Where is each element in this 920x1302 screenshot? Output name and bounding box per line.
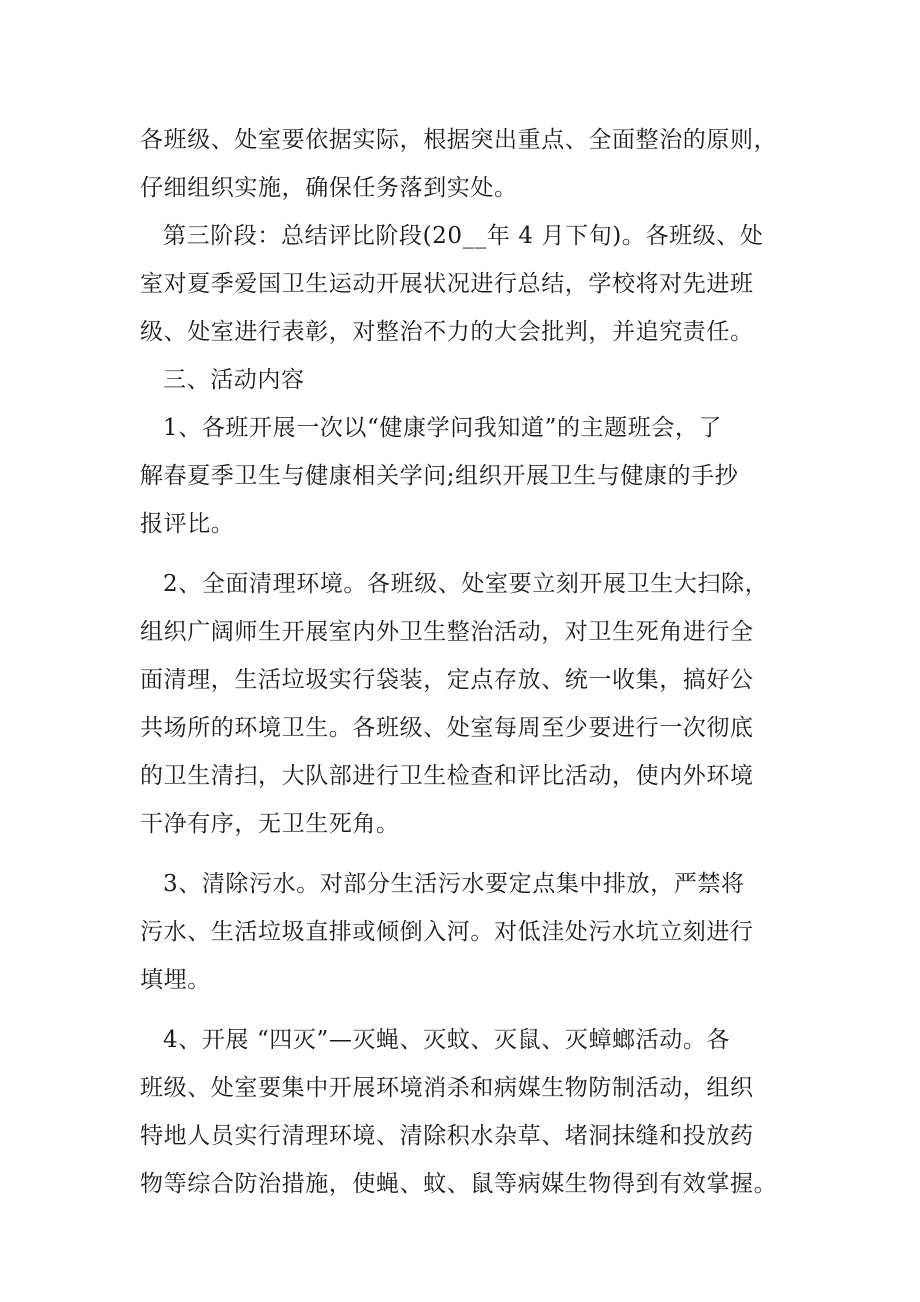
text-line: 级、处室进行表彰，对整治不力的大会批判，并追究责任。 bbox=[140, 319, 754, 345]
paragraph-gap bbox=[140, 548, 800, 560]
paragraph-gap bbox=[140, 1004, 800, 1016]
text-line: 4、开展 “四灭”—灭蝇、灭蚊、灭鼠、灭蟑螂活动。各 bbox=[163, 1027, 731, 1053]
text-line: 干净有序，无卫生死角。 bbox=[140, 811, 400, 837]
text-line: 组织广阔师生开展室内外卫生整治活动，对卫生死角进行全 bbox=[140, 619, 754, 645]
text-line: 第三阶段：总结评比阶段(20__年 4 月下旬)。各班级、处 bbox=[163, 223, 764, 249]
text-line: 班级、处室要集中开展环境消杀和病媒生物防制活动，组织 bbox=[140, 1075, 754, 1101]
text-line: 2、全面清理环境。各班级、处室要立刻开展卫生大扫除， bbox=[163, 571, 769, 597]
section-heading: 三、活动内容 bbox=[163, 367, 305, 393]
text-line: 仔细组织实施，确保任务落到实处。 bbox=[140, 175, 518, 201]
text-line: 解春夏季卫生与健康相关学问;组织开展卫生与健康的手抄 bbox=[140, 463, 739, 489]
text-line: 填埋。 bbox=[140, 967, 211, 993]
text-line: 报评比。 bbox=[140, 511, 235, 537]
text-line: 共场所的环境卫生。各班级、处室每周至少要进行一次彻底 bbox=[140, 715, 754, 741]
text-line: 的卫生清扫，大队部进行卫生检查和评比活动，使内外环境 bbox=[140, 763, 754, 789]
text-line: 物等综合防治措施，使蝇、蚊、鼠等病媒生物得到有效掌握。 bbox=[140, 1171, 778, 1197]
text-line: 1、各班开展一次以“健康学问我知道”的主题班会，了 bbox=[163, 415, 723, 441]
text-line: 特地人员实行清理环境、清除积水杂草、堵洞抹缝和投放药 bbox=[140, 1123, 754, 1149]
text-line: 3、清除污水。对部分生活污水要定点集中排放，严禁将 bbox=[163, 871, 745, 897]
text-line: 室对夏季爱国卫生运动开展状况进行总结，学校将对先进班 bbox=[140, 271, 754, 297]
text-line: 各班级、处室要依据实际，根据突出重点、全面整治的原则， bbox=[140, 127, 778, 153]
text-line: 面清理，生活垃圾实行袋装，定点存放、统一收集，搞好公 bbox=[140, 667, 754, 693]
paragraph-gap bbox=[140, 848, 800, 860]
document-body bbox=[140, 116, 800, 1208]
text-line: 污水、生活垃圾直排或倾倒入河。对低洼处污水坑立刻进行 bbox=[140, 919, 754, 945]
